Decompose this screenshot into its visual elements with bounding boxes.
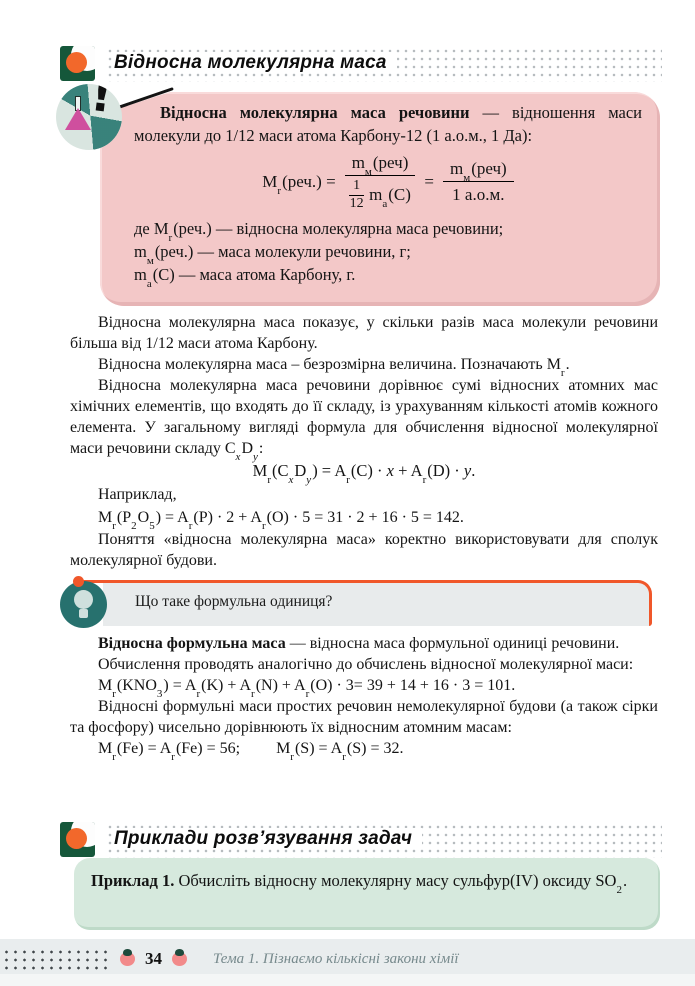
leaf-badge-icon <box>60 46 95 81</box>
p2o5-formula: $M_r(P_2O_5) = A_r(P) \cdot 2 + A_r(O) \cdot 5 = 31 \cdot 2 + 16 \cdot 5 = 142$. <box>98 509 464 533</box>
fraction-2 <box>443 158 514 206</box>
body-text-2 <box>70 634 658 764</box>
atom-mass-term: $m_а(C)$ <box>369 185 411 211</box>
fraction-1 <box>345 152 416 211</box>
paragraph <box>70 634 658 655</box>
body-text-1 <box>70 312 658 571</box>
bulb-glass <box>74 590 93 609</box>
page-number: 34 <box>145 949 162 968</box>
footer-dots-pattern <box>0 946 110 972</box>
definition-formula <box>134 152 642 211</box>
fe-formula: $M_r(Fe) = A_r(Fe) = 56$; <box>98 740 241 764</box>
definition-term: Відносна молекулярна маса речовини <box>160 103 470 122</box>
paragraph: Відносні формульні маси простих речовин немолекулярної будови (а також сірки та фосфору) чисельно дорівнюють їх відносним атомним масам: <box>70 698 658 736</box>
orange-dot-icon <box>73 576 84 587</box>
exclamation-mark <box>90 84 114 108</box>
chapter-title: Тема 1. Пізнаємо кількісні закони хімії <box>213 950 459 967</box>
simple-substances-formulas <box>70 738 658 764</box>
one-twelfth-fraction: $\frac{1}{12}$ <box>349 178 364 211</box>
berry-icon <box>120 952 135 966</box>
paragraph: Наприклад, <box>98 486 177 503</box>
formula-mass-rest: — відносна маса формульної одиниці речовини. <box>285 635 620 652</box>
where-line-1: де $M_r(реч.)$ — відносна молекулярна маса речовини; <box>134 219 504 245</box>
paragraph: Відносна молекулярна маса речовини дорівнює сумі відносних атомних мас хімічних елементів, що входять до її складу, із урахуванням кількості атомів кожного елемента. У загальному вигляді формула для обчислення відносної молекулярної маси речовини складу $C_xD_y$: <box>70 377 658 464</box>
example-box: Приклад 1. Обчисліть відносну молекулярну масу сульфур(IV) оксиду $SO_2$. <box>74 858 660 930</box>
s-formula: $M_r(S) = A_r(S) = 32$. <box>276 740 404 764</box>
equals-sign: = <box>424 171 434 191</box>
question-callout <box>60 576 658 632</box>
formula-mass-term: Відносна формульна маса <box>98 635 286 652</box>
section-title-band <box>104 821 662 858</box>
section-title-band <box>104 45 662 82</box>
paragraph: Відносна молекулярна маса показує, у скільки разів маса молекули речовини більша від 1/12 маси атома Карбону. <box>70 314 658 352</box>
general-formula: $M_r(C_xD_y) = A_r(C) \cdot x + A_r(D) \cdot y$. <box>252 461 476 487</box>
paragraph: Обчислення проводять аналогічно до обчислень відносної молекулярної маси: <box>98 655 634 673</box>
badge-orange-circle <box>66 52 87 73</box>
definition-rest: — відношення маси молекули до 1/12 маси атома Карбону-12 (1 а.о.м., 1 Да): <box>134 103 642 145</box>
section-title: Приклади розв’язування задач <box>114 828 422 849</box>
question-box <box>103 580 652 626</box>
where-line-3: $m_а(C)$ — маса атома Карбону, г. <box>134 265 356 291</box>
question-text: Що таке формульна одиниця? <box>135 593 333 610</box>
berry-icon <box>172 952 187 966</box>
fraction-2-denominator: 1 а.о.м. <box>452 185 505 205</box>
section-header-molecular-mass <box>60 44 662 82</box>
fraction-2-numerator: $m_м(реч)$ <box>443 158 514 182</box>
flask-exclamation-icon <box>56 84 122 150</box>
definition-box <box>100 92 660 306</box>
lightbulb-icon <box>60 581 107 628</box>
where-line-2: $m_м(реч.)$ — маса молекули речовини, г; <box>134 242 411 268</box>
definition-text <box>134 101 642 147</box>
section-header-examples <box>60 820 662 858</box>
leaf-badge-icon <box>60 822 95 857</box>
badge-orange-circle <box>66 828 87 849</box>
paragraph: Поняття «відносна молекулярна маса» коректно використовувати для сполук молекулярної будови. <box>70 531 658 569</box>
fraction-1-numerator: $m_м(реч)$ <box>345 152 416 176</box>
footer <box>0 939 695 986</box>
footer-row <box>0 946 459 972</box>
section-title: Відносна молекулярна маса <box>114 52 397 73</box>
footer-bottom-strip <box>0 974 695 986</box>
paragraph: Відносна молекулярна маса – безрозмірна величина. Позначають $M_r$. <box>98 356 570 380</box>
formula-lhs: $M_r(реч.)$ = <box>262 171 336 198</box>
bulb-base <box>79 609 88 618</box>
kno3-formula: $M_r(KNO_3) = A_r(K) + A_r(N) + A_r(O) \cdot 3= 39 + 14 + 16 \cdot 3 = 101$. <box>98 677 516 701</box>
fraction-1-denominator <box>349 176 411 211</box>
